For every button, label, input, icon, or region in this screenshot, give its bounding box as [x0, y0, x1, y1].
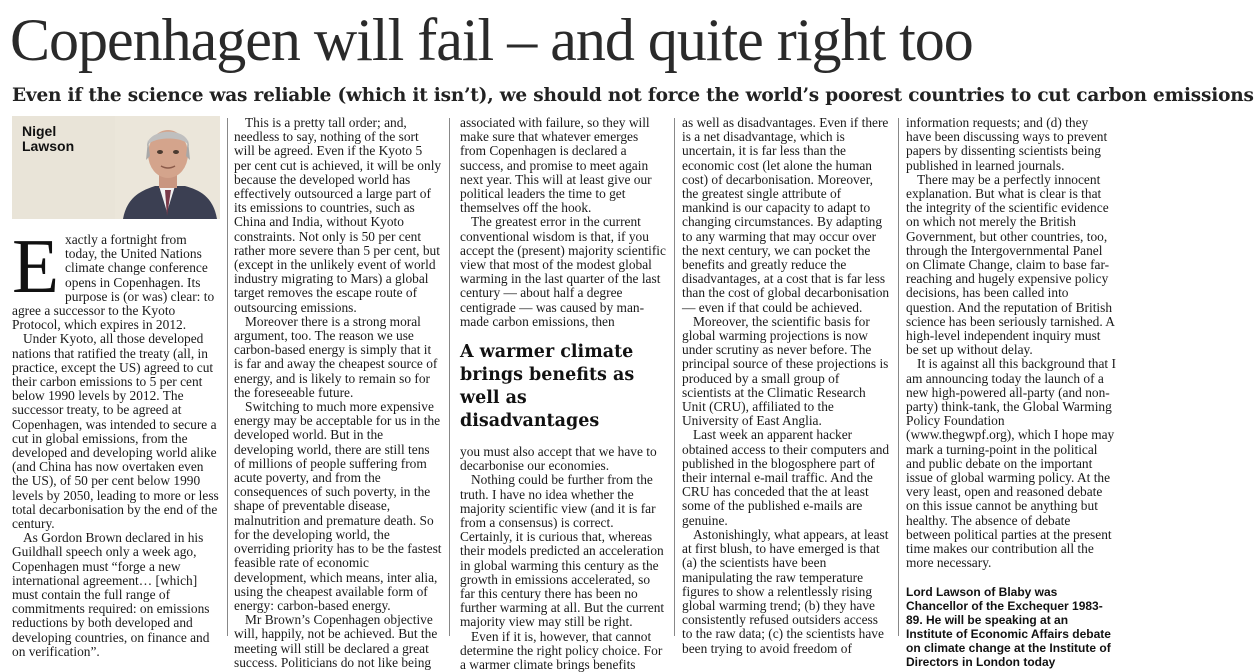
paragraph: There may be a perfectly innocent explanation. But what is clear is that the integrity of the scientific evidence on which not merely the British Government, but other countries, too, through the Intergovernmental Panel on Climate Change, claim to base far-reaching and hugely expensive policy decisions, has been called into question. And the reputation of British science has been seriously tarnished. A high-level independent inquiry must be set up without delay. [906, 171, 1115, 358]
paragraph: Mr Brown’s Copenhagen objective will, happily, not be achieved. But the meeting will still be declared a great success. Politicians do not like being [234, 612, 438, 670]
standfirst: Even if the science was reliable (which it isn’t), we should not force the world’s poorest countries to cut carbon emissions [12, 85, 1254, 106]
paragraph: This is a pretty tall order; and, needless to say, nothing of the sort will be agreed. Even if the Kyoto 5 per cent cut is achieved, it will be only because the developed world has effectively outsourced a large part of its emissions to countries, such as China and India, without Kyoto constraints. Not only is 50 per cent rather more severe than 5 per cent, but (except in the unlikely event of world industry migrating to Mars) a global target removes the escape route of outsourcing emissions. [234, 115, 442, 315]
paragraph: The greatest error in the current conventional wisdom is that, if you accept the (present) majority scientific view that most of the modest global warming in the last quarter of the last century — about half a degree centigrade — was caused by man-made carbon emissions, then [460, 214, 666, 329]
paragraph: Switching to much more expensive energy may be acceptable for us in the developed world. But in the developing world, there are still tens of millions of people suffering from acute poverty, and from the consequences of such poverty, in the shape of preventable disease, malnutrition and premature death. So for the developing world, the overriding priority has to be the fastest feasible rate of economic development, which means, inter alia, using the cheapest available form of energy: carbon-based energy. [234, 399, 442, 613]
byline-name [22, 124, 74, 154]
byline-box [12, 116, 220, 219]
column-1 [12, 223, 220, 659]
paragraph: as well as disadvantages. Even if there is a net disadvantage, which is uncertain, it is far less than the economic cost (let alone the human cost) of decarbonisation. Moreover, the greatest single attribute of mankind is our capacity to adapt to changing circumstances. By adapting to any warming that may occur over the next century, we can pocket the benefits and greatly reduce the disadvantages, at a cost that is far less than the cost of global decarbonisation — even if that could be achieved. [682, 115, 890, 315]
column-3 [460, 115, 666, 672]
paragraph: Moreover there is a strong moral argument, too. The reason we use carbon-based energy is simply that it is far and away the cheapest source of energy, and is likely to remain so for the foreseeable future. [234, 313, 438, 400]
column-4 [682, 115, 890, 656]
paragraph: Moreover, the scientific basis for global warming projections is now under scrutiny as never before. The principal source of these projections is produced by a small group of scientists at the Climatic Research Unit (CRU), affiliated to the University of East Anglia. [682, 313, 889, 429]
column-5 [906, 115, 1116, 669]
column-rule [227, 118, 228, 636]
author-portrait [115, 116, 220, 219]
subheading: A warmer climate brings benefits as well as disadvantages [460, 342, 635, 432]
paragraph: It is against all this background that I am announcing today the launch of a new high-powered all-party (and non-party) think-tank, the Global Warming Policy Foundation (www.thegwpf.org), which I hope may mark a turning-point in the political and public debate on the important issue of global warming policy. At the very least, open and reasoned debate on this issue cannot be anything but healthy. The absence of debate between political parties at the present time makes our contribution all the more necessary. [906, 356, 1116, 571]
paragraph: you must also accept that we have to decarbonise our economies. [460, 444, 657, 474]
column-rule [898, 118, 899, 636]
column-rule [674, 118, 675, 636]
paragraph: Under Kyoto, all those developed nations that ratified the treaty (all, in practice, except the US) agreed to cut their carbon emissions to 5 per cent below 1990 levels by 2012. The successor treaty, to be agreed at Copenhagen, was intended to secure a cut in global emissions, from the developed and developing world alike (and China has now overtaken even the US), of 50 per cent below 1990 levels by 2050, leading to more or less total decarbonisation by the end of the century. [12, 331, 219, 532]
byline-first-name: Nigel [22, 123, 57, 139]
paragraph: associated with failure, so they will make sure that whatever emerges from Copenhagen is declared a success, and promise to meet again next year. This will at least give our political leaders the time to get themselves off the hook. [460, 115, 652, 216]
paragraph: Nothing could be further from the truth. I have no idea whether the majority scientific view (and it is far from a consensus) is correct. Certainly, it is curious that, whereas their models predicted an acceleration in global warming this century as the growth in emissions accelerated, so far this century there has been no further warming at all. But the current majority view may still be right. [460, 472, 665, 630]
author-bio: Lord Lawson of Blaby was Chancellor of the Exchequer 1983-89. He will be speaking at an Institute of Economic Affairs debate on climate change at the Institute of Directors in London today [906, 584, 1111, 669]
drop-cap: E [12, 223, 60, 309]
paragraph: Last week an apparent hacker obtained access to their computers and published in the blogosphere part of their internal e-mail traffic. And the CRU has conceded that the at least some of the published e-mails are genuine. [682, 427, 890, 528]
byline-last-name: Lawson [22, 138, 75, 154]
paragraph: information requests; and (d) they have been discussing ways to prevent papers by dissenting scientists being published in learned journals. [906, 115, 1108, 173]
paragraph: Astonishingly, what appears, at least at first blush, to have emerged is that (a) the scientists have been manipulating the raw temperature figures to show a relentlessly rising global warming trend; (b) they have consistently refused outsiders access to the raw data; (c) the scientists have been trying to avoid freedom of [682, 526, 889, 656]
paragraph: Even if it is, however, that cannot determine the right policy choice. For a warmer climate brings benefits [460, 628, 663, 672]
headline: Copenhagen will fail – and quite right too [10, 7, 973, 73]
paragraph: As Gordon Brown declared in his Guildhall speech only a week ago, Copenhagen must “forge a new international agreement… [which] must contain the full range of commitments required: on emissions reductions by both developed and developing countries, on finance and on verification”. [12, 530, 210, 659]
column-2 [234, 115, 442, 670]
paragraph: xactly a fortnight from today, the United Nations climate change conference opens in Copenhagen. Its purpose is (or was) clear: to agree a successor to the Kyoto Protocol, which expires in 2012. [12, 232, 215, 333]
column-rule [449, 118, 450, 636]
